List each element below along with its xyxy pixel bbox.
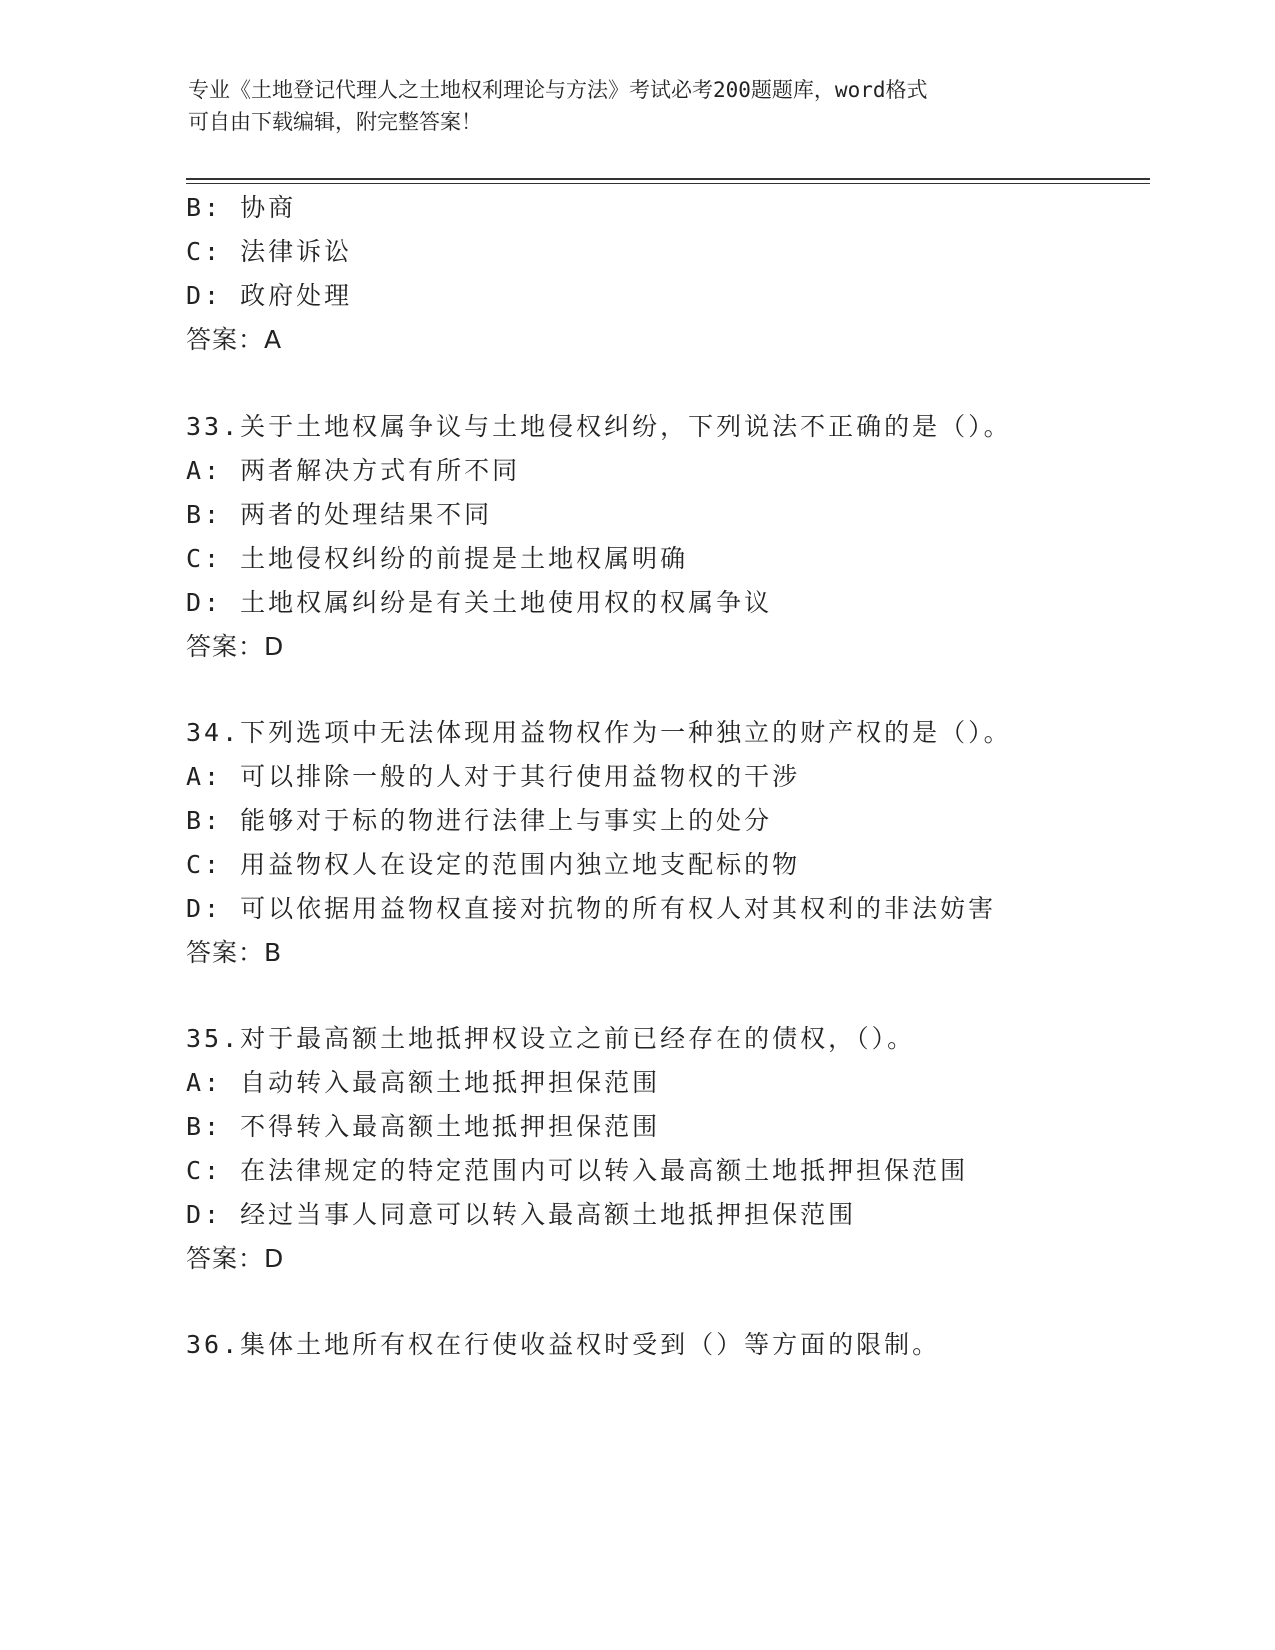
answer-34: 答案：B bbox=[186, 938, 283, 967]
option-32-d: D: 政府处理 bbox=[186, 281, 353, 310]
option-35-a: A: 自动转入最高额土地抵押担保范围 bbox=[186, 1068, 661, 1097]
question-36: 36.集体土地所有权在行使收益权时受到（）等方面的限制。 bbox=[186, 1330, 941, 1359]
option-33-d: D: 土地权属纠纷是有关土地使用权的权属争议 bbox=[186, 588, 773, 617]
option-33-a: A: 两者解决方式有所不同 bbox=[186, 456, 521, 485]
option-34-c: C: 用益物权人在设定的范围内独立地支配标的物 bbox=[186, 850, 801, 879]
option-34-a: A: 可以排除一般的人对于其行使用益物权的干涉 bbox=[186, 762, 801, 791]
question-35: 35.对于最高额土地抵押权设立之前已经存在的债权，（）。 bbox=[186, 1024, 916, 1053]
option-34-d: D: 可以依据用益物权直接对抗物的所有权人对其权利的非法妨害 bbox=[186, 894, 997, 923]
option-32-c: C: 法律诉讼 bbox=[186, 237, 353, 266]
answer-32: 答案：A bbox=[186, 325, 283, 354]
answer-35: 答案：D bbox=[186, 1244, 285, 1273]
option-35-d: D: 经过当事人同意可以转入最高额土地抵押担保范围 bbox=[186, 1200, 857, 1229]
question-33: 33.关于土地权属争议与土地侵权纠纷，下列说法不正确的是（）。 bbox=[186, 412, 1012, 441]
option-35-c: C: 在法律规定的特定范围内可以转入最高额土地抵押担保范围 bbox=[186, 1156, 969, 1185]
option-35-b: B: 不得转入最高额土地抵押担保范围 bbox=[186, 1112, 661, 1141]
document-header bbox=[188, 74, 1088, 138]
option-34-b: B: 能够对于标的物进行法律上与事实上的处分 bbox=[186, 806, 773, 835]
header-rule-thick bbox=[186, 178, 1150, 180]
header-line-1: 专业《土地登记代理人之土地权利理论与方法》考试必考200题题库，word格式 bbox=[188, 78, 928, 102]
question-34: 34.下列选项中无法体现用益物权作为一种独立的财产权的是（）。 bbox=[186, 718, 1012, 747]
option-33-c: C: 土地侵权纠纷的前提是土地权属明确 bbox=[186, 544, 689, 573]
header-line-2: 可自由下载编辑，附完整答案！ bbox=[188, 110, 482, 134]
option-32-b: B: 协商 bbox=[186, 193, 297, 222]
header-rule-thin bbox=[186, 183, 1150, 184]
answer-33: 答案：D bbox=[186, 632, 285, 661]
option-33-b: B: 两者的处理结果不同 bbox=[186, 500, 493, 529]
